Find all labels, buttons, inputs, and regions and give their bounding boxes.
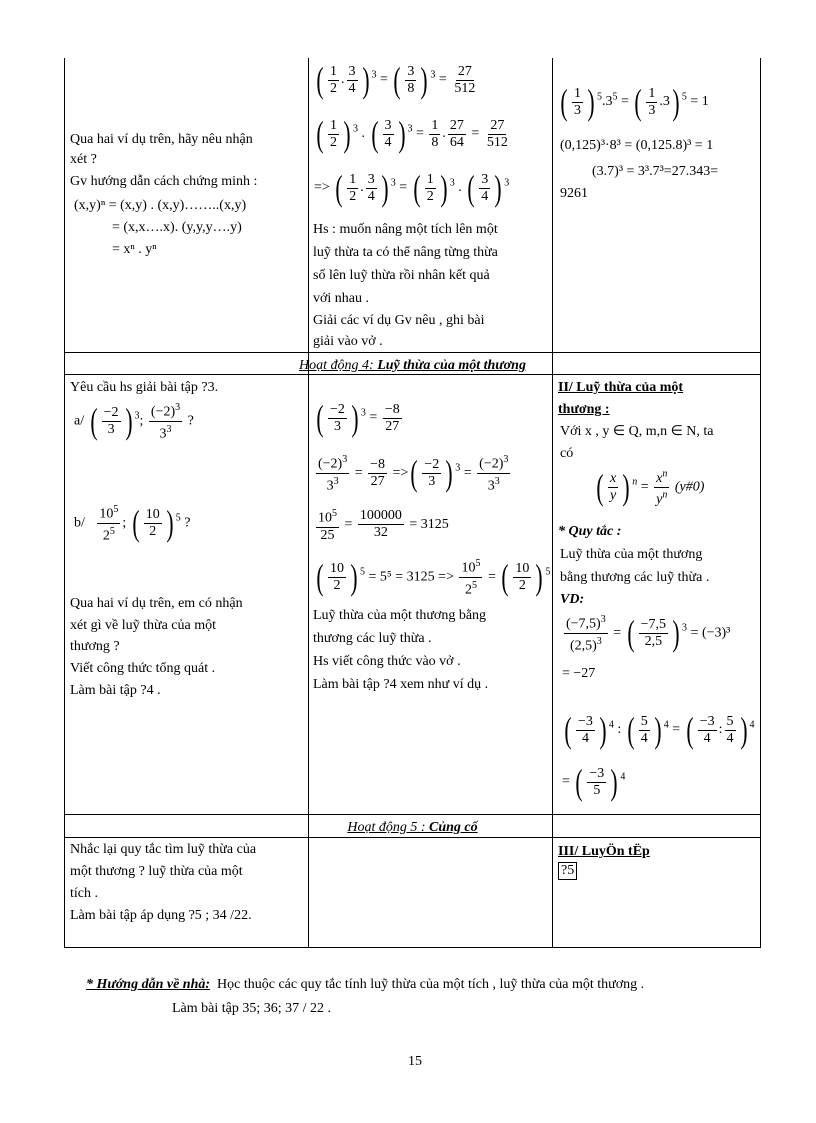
row2-col3-vd2: ( $\frac{-3}{4}$ ) $^4$ : ( $\frac{5}{4}$ ) $^4$ = ( $\frac{-3}{4}$ : $\frac{5}{4}$ ) $^4$: [564, 710, 755, 750]
row2-col2-eq2: $\frac{(-2)^3}{3^3}$ = $\frac{-8}{27}$ => ( $\frac{-2}{3}$ ) $^3$ = $\frac{(-2)^3}{3^3}$: [318, 453, 509, 494]
footer-line2: Làm bài tập 35; 36; 37 / 22 .: [172, 1001, 332, 1016]
row1-hs-line5: Giải các ví dụ Gv nêu , ghi bài: [313, 313, 485, 328]
row1-eq1-num: 27: [457, 63, 472, 79]
row2-col2-text2: thương các luỹ thừa .: [313, 631, 432, 646]
row1-question-line2: xét ?: [70, 152, 97, 167]
row1-hs-line6: giải vào vở .: [313, 334, 383, 349]
row1-proof-line2: = (x,x….x). (y,y,y….y): [112, 220, 242, 235]
row2-n100000: 100000: [359, 508, 402, 524]
row1-eq2-a: 1: [431, 117, 439, 133]
row3-section-title: Hoạt động 5 : Củng cố: [347, 820, 478, 835]
row2-col3-vd-label: VD:: [560, 592, 585, 607]
row2-col2-eq3: $\frac{10^5}{25}$ = $\frac{100000}{32}$ = 3125: [318, 508, 449, 543]
row2-col3-heading-l1: II/ Luỹ thừa của một: [558, 380, 684, 395]
row3-col3-box: ?5: [558, 862, 577, 880]
row1-eq2-ad: 8: [431, 134, 439, 150]
row1-col3-eq1-rhs: = 1: [690, 94, 709, 110]
row1-proof-line3: = xⁿ . yⁿ: [112, 242, 157, 257]
row2-d32: 32: [373, 525, 388, 541]
row2-col3-formula-cond: (y#0): [674, 479, 705, 495]
row3-col1-line4: Làm bài tập áp dụng ?5 ; 34 /22.: [70, 908, 252, 923]
row2-col2-text4: Làm bài tập ?4 xem như ví dụ .: [313, 677, 489, 692]
row1-col3-eq2: (0,125)³·8³ = (0,125.8)³ = 1: [560, 138, 714, 153]
row1-proof-line1: (x,y)ⁿ = (x,y) . (x,y)……..(x,y): [74, 198, 247, 213]
row2-col3-vd2-result: = ( $\frac{-3}{5}$ ) $^4$: [562, 762, 626, 802]
row3-col1-line2: một thương ? luỹ thừa của một: [70, 864, 243, 879]
row2-col3-formula: ( $\frac{x}{y}$ ) $^n$ = $\frac{x^n}{y^n}$ (y#0): [596, 467, 705, 508]
table-border-bottom: [64, 947, 761, 948]
row1-eq1: ( $\frac{1}{2}$ . $\frac{3}{4}$ ) $^3$ = ( $\frac{3}{8}$ ) $^3$ = $\frac{27}{512}$: [316, 60, 476, 100]
row2-col3-rule-label: * Quy tắc :: [558, 524, 622, 539]
row2-col3-vd1-result: = (−3)³: [690, 625, 731, 641]
row-divider-1: [64, 352, 761, 353]
row1-hs-line4: với nhau .: [313, 291, 370, 306]
row2-question-line3: thương ?: [70, 639, 120, 654]
row1-proof-intro: Gv hướng dẫn cách chứng minh :: [70, 174, 258, 189]
row1-col3-eq3-cont: 9261: [560, 186, 588, 201]
row1-eq1-den: 512: [454, 80, 476, 96]
row1-eq2-bd: 64: [449, 134, 464, 150]
row1-eq2-b: 27: [449, 117, 464, 133]
row1-question-line1: Qua hai ví dụ trên, hãy nêu nhận: [70, 132, 253, 147]
row1-eq2-c: 27: [490, 117, 505, 133]
row1-eq2-cd: 512: [486, 134, 508, 150]
footer-text1: Học thuộc các quy tắc tính luỹ thừa của một tích , luỹ thừa của một thương .: [217, 977, 645, 992]
row1-hs-line2: luỹ thừa ta có thể nâng từng thừa: [313, 245, 498, 260]
row3-col3-heading: III/ LuyÖn tËp: [558, 844, 650, 859]
row1-col3-eq3: (3.7)³ = 3³.7³=27.343=: [592, 164, 719, 179]
row2-general: Viết công thức tổng quát .: [70, 661, 216, 676]
row2-col2-text1: Luỹ thừa của một thương bằng: [313, 608, 487, 623]
row2-col3-vd1: $\frac{(-7,5)^3}{(2,5)^3}$ = ( $\frac{-7,5}{2,5}$ ) $^3$ = (−3)³: [566, 613, 731, 654]
row1-hs-line3: số lên luỹ thừa rồi nhân kết quả: [313, 268, 490, 283]
row2-col3-rule-l2: bằng thương các luỹ thừa .: [560, 570, 710, 585]
row2-part-b: b/ $\frac{10^5}{2^5}$ ; ( $\frac{10}{2}$ ) $^5$ ?: [74, 503, 191, 544]
row2-calc1: = 3125: [409, 517, 449, 533]
footer-line1: [86, 975, 644, 995]
row2-col3-heading-l2: thương :: [558, 402, 610, 417]
row2-section-title: Hoạt động 4: Luỹ thừa của một thương: [299, 358, 526, 373]
row3-title-rule: [64, 837, 761, 838]
row2-calc2: = 5⁵ = 3125 =>: [368, 569, 454, 585]
row3-col1-line3: tích .: [70, 886, 98, 901]
row2-col3-vd1-result2: = −27: [562, 666, 596, 681]
row2-question-line2: xét gì về luỹ thừa của một: [70, 618, 216, 633]
row2-n25: 25: [320, 527, 335, 543]
row2-col3-cond-l1: Với x , y ∈ Q, m,n ∈ N, ta: [560, 424, 714, 439]
row2-col2-eq4: ( $\frac{10}{2}$ ) $^5$ = 5⁵ = 3125 => $\frac{10^5}{2^5}$ = ( $\frac{10}{2}$ ) $^5$: [316, 557, 551, 598]
row2-col3-cond-l2: có: [560, 446, 574, 461]
row1-col3-eq1: ( $\frac{1}{3}$ ) $^5.3^5$ = ( $\frac{1}{3}$ .3 ) $^5$ = 1: [560, 82, 709, 122]
row2-title-rule: [64, 374, 761, 375]
row2-col2-eq1: ( $\frac{-2}{3}$ ) $^3$ = $\frac{-8}{27}$: [316, 398, 400, 438]
row1-eq2: ( $\frac{1}{2}$ ) $^3$ . ( $\frac{3}{4}$ ) $^3$ = $\frac{1}{8}$ . $\frac{27}{64}$ = $\frac{27}{512}$: [316, 114, 508, 154]
row-divider-2: [64, 814, 761, 815]
row2-intro: Yêu cầu hs giải bài tập ?3.: [70, 380, 219, 395]
row2-col3-rule-l1: Luỹ thừa của một thương: [560, 547, 703, 562]
row1-eq3: => ( $\frac{1}{2}$ . $\frac{3}{4}$ ) $^3$ = ( $\frac{1}{2}$ ) $^3$ . ( $\frac{3}{4}$ ) $^3$: [314, 168, 510, 208]
row1-hs-line1: Hs : muốn nâng một tích lên một: [313, 222, 498, 237]
row2-a-label: a/: [74, 413, 85, 429]
row2-exercise: Làm bài tập ?4 .: [70, 683, 161, 698]
row2-b-label: b/: [74, 515, 85, 531]
row2-col2-text3: Hs viết công thức vào vở .: [313, 654, 461, 669]
row2-question-line1: Qua hai ví dụ trên, em có nhận: [70, 596, 243, 611]
row2-part-a: a/ ( $\frac{-2}{3}$ ) $^3$; $\frac{(-2)^3}{3^3}$ ?: [74, 401, 194, 442]
page-number: 15: [408, 1054, 422, 1069]
row3-col1-line1: Nhắc lại quy tắc tìm luỹ thừa của: [70, 842, 257, 857]
footer-label: * Hướng dẫn về nhà:: [86, 977, 211, 992]
